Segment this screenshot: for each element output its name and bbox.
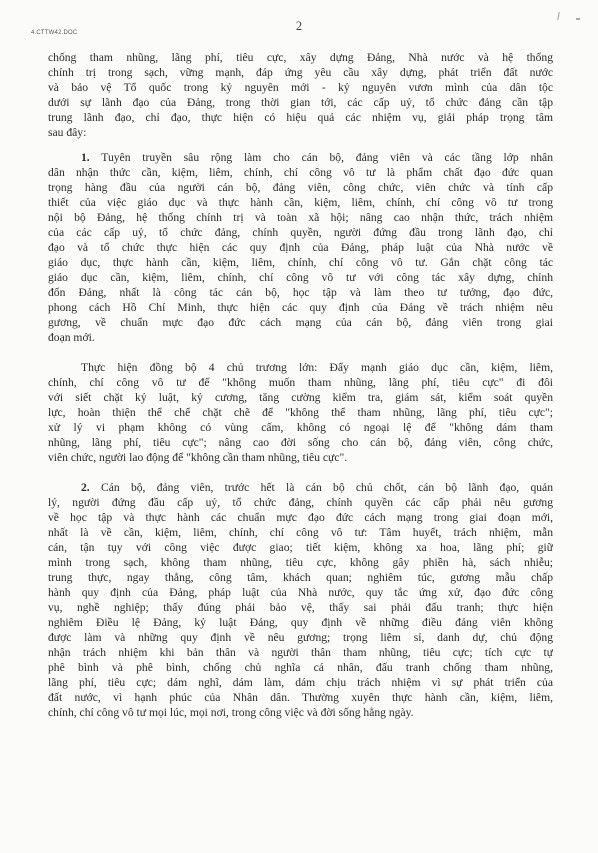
section-number: 2.: [81, 481, 90, 494]
line-text: nghiêm Điều lệ Đảng, kỷ luật Đảng, quy định về những điều đảng viên không: [48, 616, 553, 629]
line-text: Cán bộ, đảng viên, trước hết là cán bộ chủ chốt, cán bộ lãnh đạo, quản: [100, 481, 553, 494]
line-text: về học tập và thực hành các chuẩn mực đạo đức cách mạng trong giai đoạn mới,: [48, 511, 553, 524]
line-text: nhận trách nhiệm khi bản thân và người thân tham nhũng, tiêu cực; tích cực tự: [48, 646, 553, 659]
text-line: [48, 360, 553, 375]
text-line: [48, 450, 553, 465]
line-text: Tuyên truyền sâu rộng làm cho cán bộ, đảng viên và các tầng lớp nhân: [101, 151, 553, 164]
line-text: phê bình và phê bình, chống chủ nghĩa cá nhân, đấu tranh chống tham nhũng,: [48, 661, 553, 674]
paragraph: [48, 50, 553, 140]
line-text: với siết chặt kỷ luật, kỷ cương, tăng cường kiểm tra, giám sát, kiểm soát quyền: [48, 391, 553, 404]
text-line: [48, 180, 553, 195]
text-line: [48, 405, 553, 420]
line-text: trọng hàng đầu của người cán bộ, đảng viên, công chức, viên chức và tính cấp: [48, 181, 553, 194]
text-line: [48, 615, 553, 630]
text-line: [48, 195, 553, 210]
text-line: [48, 510, 553, 525]
text-line: [48, 375, 553, 390]
text-line: [48, 165, 553, 180]
line-text: của các cấp uỷ, tổ chức đảng, chính quyền, người đứng đầu trong lãnh đạo, chỉ: [48, 226, 553, 239]
line-text: thiết của việc giáo dục và thực hành cần, kiệm, liêm, chính, chí công vô tư trong: [48, 196, 553, 209]
paragraph: [48, 480, 553, 720]
line-text: lý, người đứng đầu cấp uỷ, tổ chức đảng, chính quyền các cấp phải nêu gương: [48, 496, 553, 509]
line-text: trung thực, ngay thẳng, công tâm, khách quan; nghiêm túc, gương mẫu chấp: [48, 571, 553, 584]
paragraph: [48, 150, 553, 345]
text-line: [48, 255, 553, 270]
paragraph: [48, 360, 553, 465]
line-text: nhất là về cần, kiệm, liêm, chính, chí công vô tư: Tâm huyết, trách nhiệm, mẫn: [48, 526, 553, 539]
line-text: phong cách Hồ Chí Minh, thực hiện các quy định của Đảng về trách nhiệm nêu: [48, 301, 553, 314]
line-text: viên chức, người lao động để "không cần tham nhũng, tiêu cực".: [48, 451, 348, 464]
line-text: giáo dục cần, kiệm, liêm, chính, chí công vô tư với công tác xây dựng, chỉnh: [48, 271, 553, 284]
text-line: [48, 495, 553, 510]
line-text: trung lãnh đạo, chỉ đạo, thực hiện có hiệu quả các nhiệm vụ, giải pháp trọng tâm: [48, 111, 553, 124]
text-line: [48, 125, 553, 140]
text-line: [48, 150, 553, 165]
line-text: lãng phí, tiêu cực; dám nghĩ, dám làm, dám chịu trách nhiệm vì sự phát triển của: [48, 676, 553, 689]
line-text: chính, chí công vô tư để "không muốn tham nhũng, lãng phí, tiêu cực" đi đôi: [48, 376, 553, 389]
text-line: [48, 210, 553, 225]
text-line: [48, 315, 553, 330]
scan-marks: [556, 10, 586, 24]
text-line: [48, 675, 553, 690]
page-number: 2: [295, 19, 303, 33]
line-text: đoạn mới.: [48, 331, 95, 344]
line-text: dưới sự lãnh đạo của Đảng, trong thời gian tới, các cấp uỷ, tổ chức đảng cần tập: [48, 96, 553, 109]
line-text: xử lý vi phạm không có vùng cấm, không có ngoại lệ để "không dám tham: [48, 421, 553, 434]
line-text: gương, về chuẩn mực đạo đức cách mạng của cán bộ, đảng viên trong giai: [48, 316, 553, 329]
line-text: cán, tận tụy với công việc được giao; tiết kiệm, không xa hoa, lãng phí; giữ: [48, 541, 553, 554]
line-text: đất nước, vì hạnh phúc của Nhân dân. Thường xuyên thực hành cần, kiệm, liêm,: [48, 691, 553, 704]
text-line: [48, 95, 553, 110]
line-text: mình trong sạch, không tham nhũng, tiêu cực, không gây phiền hà, sách nhiễu;: [48, 556, 553, 569]
line-text: nhũng, lãng phí, tiêu cực"; nâng cao đời sống cho cán bộ, đảng viên, công chức,: [48, 436, 553, 449]
line-text: đốn Đảng, nhất là công tác cán bộ, học tập và làm theo tư tưởng, đạo đức,: [48, 286, 553, 299]
text-line: [48, 540, 553, 555]
line-text: đạo và tổ chức thực hiện các quy định của Đảng, pháp luật của Nhà nước về: [48, 241, 553, 254]
paragraph-gap: [48, 465, 553, 480]
line-text: vụ, nghề nghiệp; thấy đúng phải bảo vệ, thấy sai phải đấu tranh; thực hiện: [48, 601, 553, 614]
line-text: Thực hiện đồng bộ 4 chủ trương lớn: Đẩy mạnh giáo dục cần, kiệm, liêm,: [81, 361, 553, 374]
text-line: [48, 110, 553, 125]
text-line: [48, 690, 553, 705]
scan-mark: [576, 18, 580, 20]
text-line: [48, 480, 553, 495]
text-line: [48, 645, 553, 660]
text-line: [48, 570, 553, 585]
section-number: 1.: [81, 151, 90, 164]
text-line: [48, 300, 553, 315]
document-body: [48, 50, 553, 720]
text-line: [48, 600, 553, 615]
text-line: [48, 225, 553, 240]
text-line: [48, 525, 553, 540]
paragraph-gap: [48, 140, 553, 150]
line-text: hành quy định của Đảng, pháp luật của Nhà nước, quy tắc ứng xử, đạo đức công: [48, 586, 553, 599]
text-line: [48, 65, 553, 80]
text-line: [48, 585, 553, 600]
line-text: chống tham nhũng, lãng phí, tiêu cực, xây dựng Đảng, Nhà nước và hệ thống: [48, 51, 553, 64]
text-line: [48, 555, 553, 570]
line-text: nội bộ Đảng, hệ thống chính trị và toàn xã hội; nâng cao nhận thức, trách nhiệm: [48, 211, 553, 224]
text-line: [48, 80, 553, 95]
document-code: 4.CTTW42.DOC: [31, 30, 78, 36]
text-line: [48, 285, 553, 300]
paragraph-gap: [48, 345, 553, 360]
line-text: được làm và những quy định về nêu gương; trọng liêm sỉ, danh dự, chủ động: [48, 631, 553, 644]
text-line: [48, 705, 553, 720]
text-line: [48, 435, 553, 450]
text-line: [48, 630, 553, 645]
line-text: và bảo vệ Tổ quốc trong kỷ nguyên mới - kỷ nguyên vươn mình của dân tộc: [48, 81, 553, 94]
line-text: dân nhận thức cần, kiệm, liêm, chính, chí công vô tư là phẩm chất đạo đức quan: [48, 166, 553, 179]
text-line: [48, 240, 553, 255]
line-text: chính trị trong sạch, vững mạnh, đáp ứng yêu cầu xây dựng, phát triển đất nước: [48, 66, 553, 79]
text-line: [48, 420, 553, 435]
text-line: [48, 330, 553, 345]
text-line: [48, 50, 553, 65]
scan-mark: [557, 12, 559, 20]
text-line: [48, 660, 553, 675]
text-line: [48, 270, 553, 285]
line-text: sau đây:: [48, 126, 87, 139]
line-text: giáo dục, thực hành cần, kiệm, liêm, chính, chí công vô tư. Gắn chặt công tác: [48, 256, 553, 269]
text-line: [48, 390, 553, 405]
line-text: chính, chí công vô tư mọi lúc, mọi nơi, trong công việc và đời sống hằng ngày.: [48, 706, 414, 719]
line-text: lực, hoàn thiện thể chế chặt chẽ để "không thể tham nhũng, lãng phí, tiêu cực";: [48, 406, 553, 419]
